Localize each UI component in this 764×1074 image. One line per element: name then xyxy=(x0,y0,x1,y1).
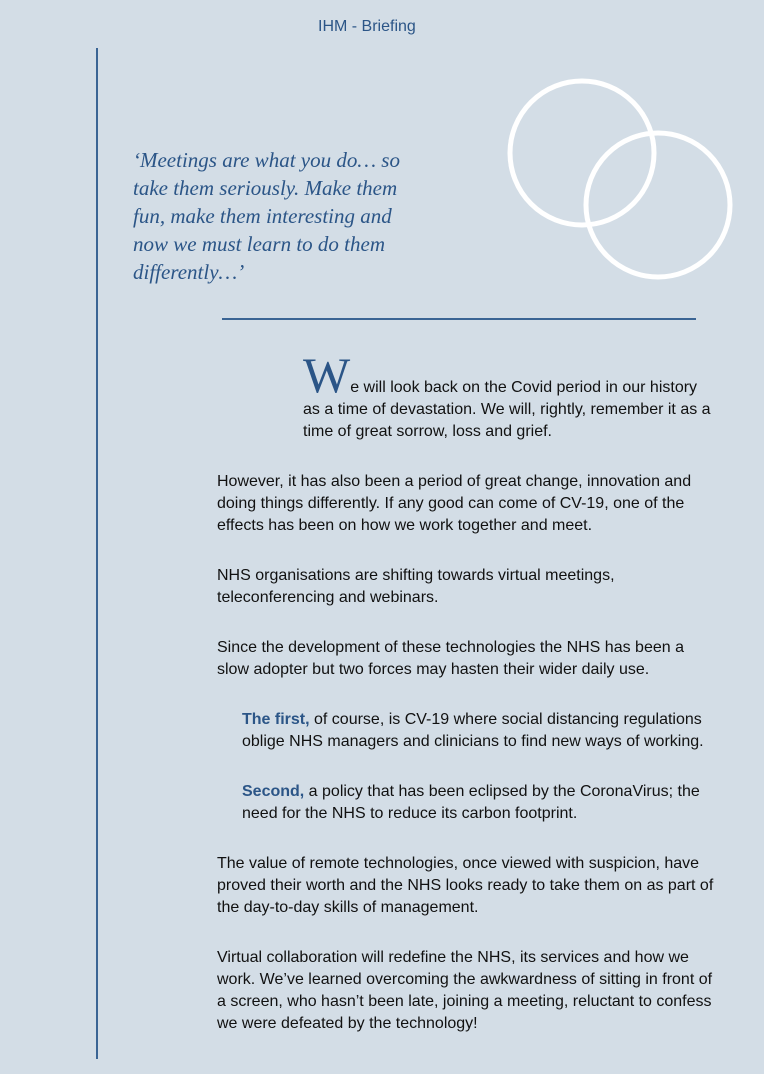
page-header: IHM - Briefing xyxy=(318,18,416,35)
paragraph-5: The value of remote technologies, once viewed with suspicion, have proved their worth and the NHS looks ready to take them on as part of the day-to-day skills of management. xyxy=(217,855,714,916)
drop-cap: W xyxy=(303,347,351,403)
article-body xyxy=(217,347,717,1063)
paragraph-3: NHS organisations are shifting towards virtual meetings, teleconferencing and webinars. xyxy=(217,567,615,606)
ring-left xyxy=(510,81,654,225)
point-2 xyxy=(242,781,717,825)
left-vertical-rule xyxy=(96,48,98,1059)
point-1-text: of course, is CV-19 where social distancing regulations oblige NHS managers and clinicians to find new ways of working. xyxy=(242,711,704,750)
ring-right xyxy=(586,133,730,277)
point-2-lead: Second, xyxy=(242,783,305,800)
paragraph-1-text: e will look back on the Covid period in our history as a time of devastation. We will, rightly, remember it as a time of great sorrow, loss and grief. xyxy=(303,379,711,440)
paragraph-4: Since the development of these technologies the NHS has been a slow adopter but two forces may hasten their wider daily use. xyxy=(217,639,684,678)
paragraph-1 xyxy=(217,347,717,443)
point-2-text: a policy that has been eclipsed by the CoronaVirus; the need for the NHS to reduce its carbon footprint. xyxy=(242,783,700,822)
paragraph-6: Virtual collaboration will redefine the NHS, its services and how we work. We’ve learned overcoming the awkwardness of sitting in front of a screen, who hasn’t been late, joining a meeting, reluctant to confess we were defeated by the technology! xyxy=(217,949,713,1032)
paragraph-2: However, it has also been a period of great change, innovation and doing things differently. If any good can come of CV-19, one of the effects has been on how we work together and meet. xyxy=(217,473,692,534)
point-1-lead: The first, xyxy=(242,711,310,728)
point-1 xyxy=(242,709,717,753)
pull-quote: ‘Meetings are what you do… so take them seriously. Make them fun, make them interesting and now we must learn to do them differently…’ xyxy=(133,148,400,284)
section-divider xyxy=(222,318,696,320)
interlocking-rings-graphic xyxy=(506,76,736,281)
